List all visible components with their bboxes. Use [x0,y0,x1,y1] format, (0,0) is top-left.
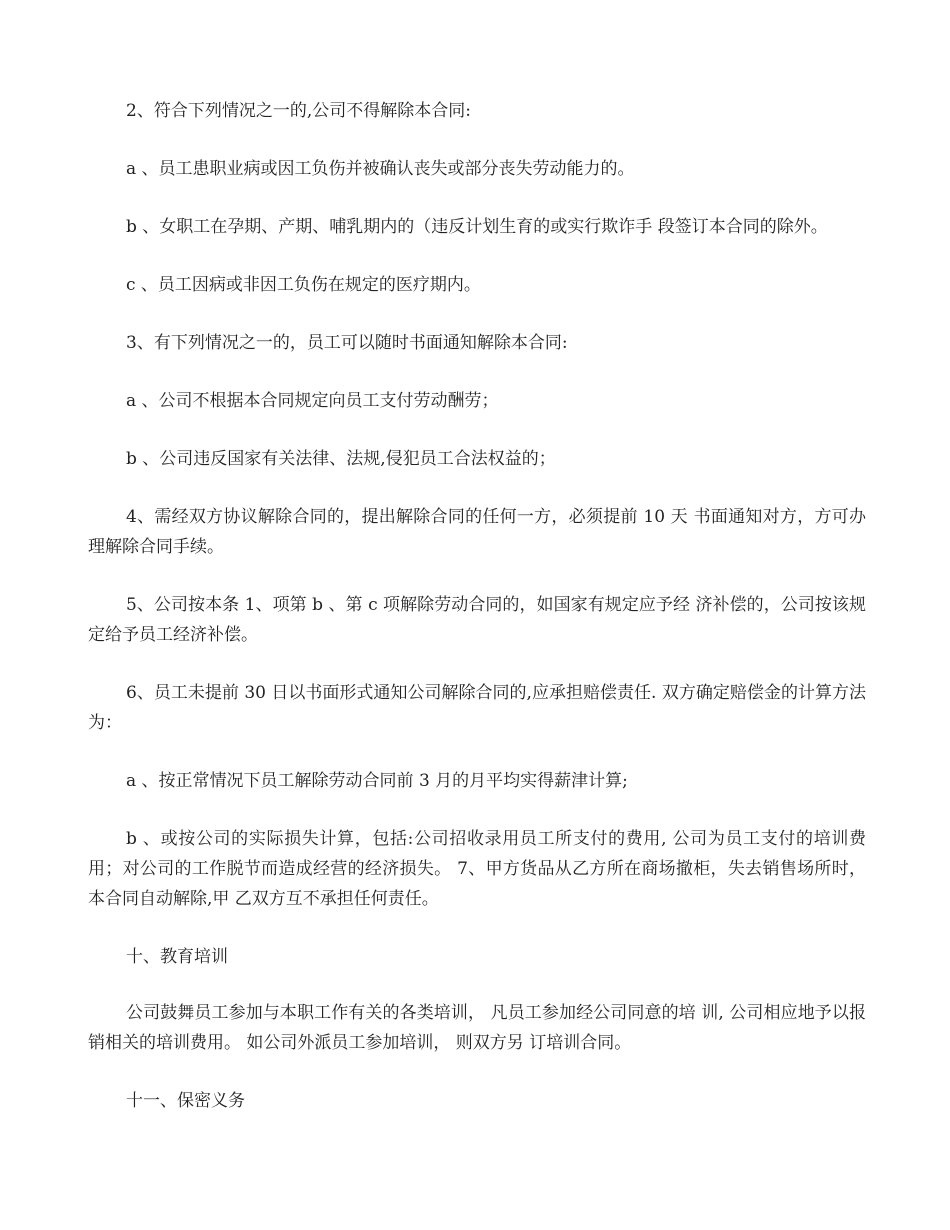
section-heading-education: 十、教育培训 [126,947,228,967]
clause-5: 5、公司按本条 1、项第 b 、第 c 项解除劳动合同的，如国家有规定应予经 济补偿的，公司按该规定给予员工经济补偿。 [88,595,866,645]
document-page [88,96,866,1142]
clause-6-item-a: a 、按正常情况下员工解除劳动合同前 3 月的月平均实得薪津计算; [126,771,628,791]
clause-2-item-c: c 、员工因病或非因工负伤在规定的医疗期内。 [126,275,481,295]
clause-4: 4、需经双方协议解除合同的，提出解除合同的任何一方，必须提前 10 天 书面通知对方，方可办理解除合同手续。 [88,507,866,557]
clause-6: 6、员工未提前 30 日以书面形式通知公司解除合同的,应承担赔偿责任. 双方确定赔偿金的计算方法为： [88,683,866,733]
clause-2-item-b: b 、女职工在孕期、产期、哺乳期内的（违反计划生育的或实行欺诈手 段签订本合同的除外。 [126,217,828,237]
education-training-text: 公司鼓舞员工参加与本职工作有关的各类培训， 凡员工参加经公司同意的培 训, 公司相应地予以报销相关的培训费用。 如公司外派员工参加培训， 则双方另 订培训合同。 [88,1003,866,1053]
clause-3: 3、有下列情况之一的，员工可以随时书面通知解除本合同: [126,333,568,353]
clause-2: 2、符合下列情况之一的,公司不得解除本合同: [126,101,471,121]
clause-6-item-b: b 、或按公司的实际损失计算，包括:公司招收录用员工所支付的费用, 公司为员工支付的培训费用；对公司的工作脱节而造成经营的经济损失。 7、甲方货品从乙方所在商场撤柜，失去销售场所时，本合同自动解除,甲 乙双方互不承担任何责任。 [88,829,866,909]
clause-3-item-a: a 、公司不根据本合同规定向员工支付劳动酬劳； [126,391,499,411]
section-heading-confidentiality: 十一、保密义务 [126,1091,245,1111]
clause-2-item-a: a 、员工患职业病或因工负伤并被确认丧失或部分丧失劳动能力的。 [126,159,635,179]
clause-3-item-b: b 、公司违反国家有关法律、法规,侵犯员工合法权益的； [126,449,556,469]
